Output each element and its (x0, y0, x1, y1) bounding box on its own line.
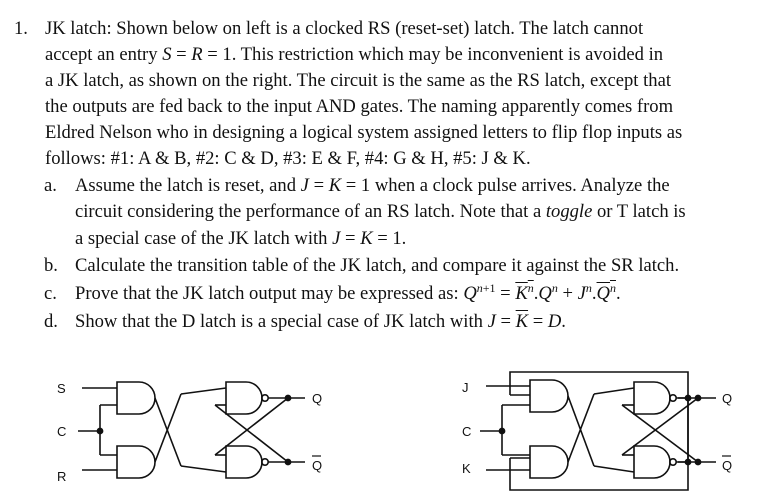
rs-q-label: Q (312, 391, 323, 406)
part-c-label: c. (44, 283, 57, 304)
question-line-6: follows: #1: A & B, #2: C & D, #3: E & F, #4: G & H, #5: J & K. (45, 148, 531, 169)
question-line-5: Eldred Nelson who in designing a logical system assigned letters to flip flop inputs as (45, 122, 683, 143)
rs-r-label: R (57, 469, 67, 484)
question-line-2: accept an entry S = R = 1. This restriction which may be inconvenient is avoided in (45, 44, 664, 65)
and-gate-bottom (117, 446, 155, 478)
jk-qbar-label: Q (722, 458, 733, 473)
jk-c-label: C (462, 424, 472, 439)
part-a-line-3: a special case of the JK latch with J = K = 1. (75, 228, 407, 249)
nand-gate-top (226, 382, 262, 414)
question-line-1: JK latch: Shown below on left is a clocked RS (reset-set) latch. The latch cannot (45, 18, 644, 39)
part-b-text: Calculate the transition table of the JK latch, and compare it against the SR latch. (75, 255, 680, 276)
part-a-label: a. (44, 175, 57, 196)
part-d-label: d. (44, 311, 58, 332)
jk-q-label: Q (722, 391, 733, 406)
jk-latch-diagram (480, 372, 716, 490)
nand-gate-bottom (226, 446, 262, 478)
question-line-4: the outputs are fed back to the input AND gates. The naming apparently comes from (45, 96, 674, 117)
jk-k-label: K (462, 461, 471, 476)
rs-s-label: S (57, 381, 66, 396)
question-line-3: a JK latch, as shown on the right. The circuit is the same as the RS latch, except that (45, 70, 672, 91)
part-a-line-2: circuit considering the performance of an RS latch. Note that a toggle or T latch is (75, 201, 686, 222)
part-b-label: b. (44, 255, 58, 276)
rs-latch-diagram (78, 382, 305, 478)
and-gate-top (117, 382, 155, 414)
question-number: 1. (14, 18, 28, 39)
rs-c-label: C (57, 424, 67, 439)
part-c-text: Prove that the JK latch output may be expressed as: $Q^{n+1} = K^n.Q^n + J^n.Q^n$. (75, 281, 621, 304)
rs-qbar-label: Q (312, 458, 323, 473)
part-a-line-1: Assume the latch is reset, and J = K = 1 when a clock pulse arrives. Analyze the (75, 175, 670, 196)
part-d-text: Show that the D latch is a special case of JK latch with $J = \overline{K} = D$. (75, 311, 566, 332)
jk-j-label: J (462, 380, 469, 395)
